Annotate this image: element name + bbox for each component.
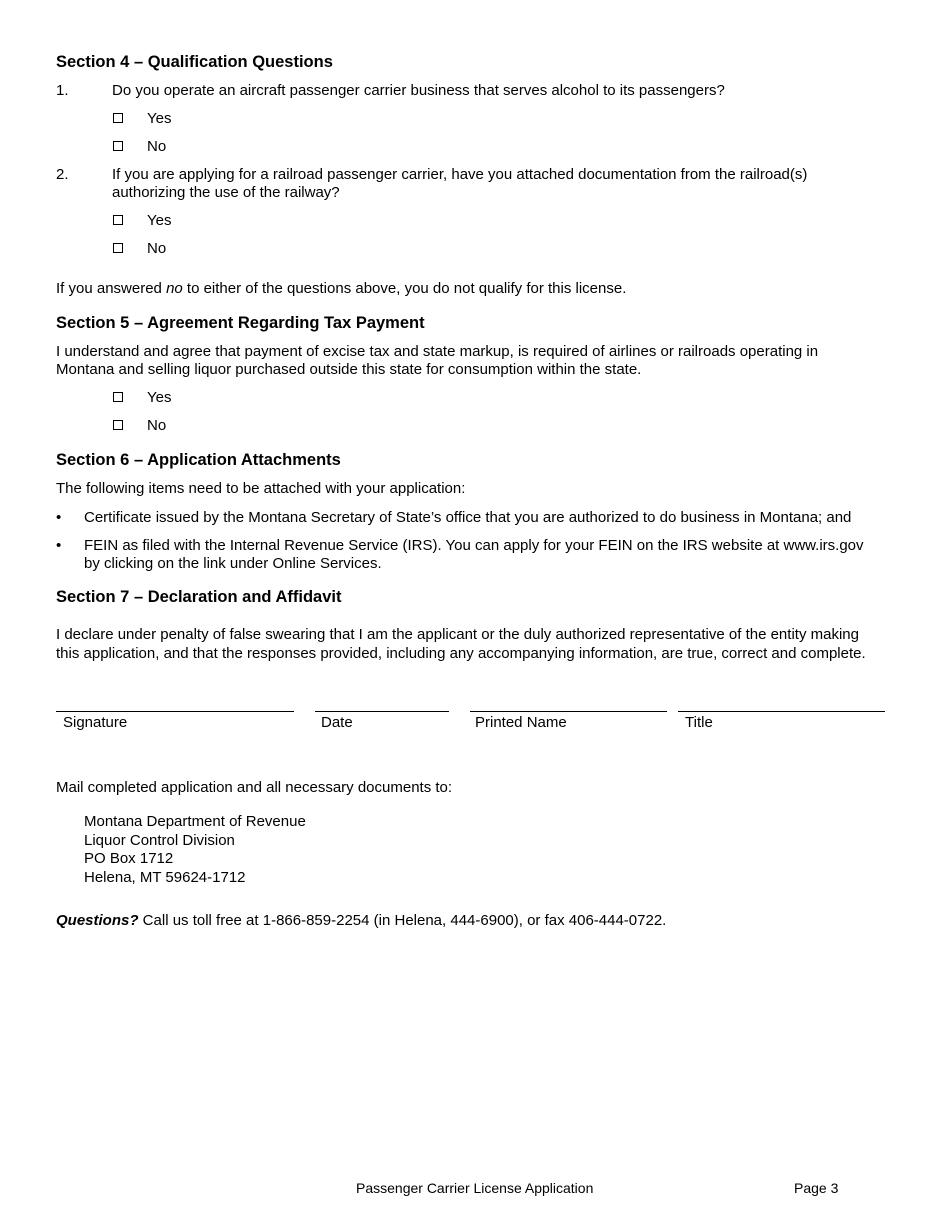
note-text-post: to either of the questions above, you do not qualify for this license. [182,280,627,297]
signature-line[interactable] [56,711,294,712]
printed-name-line[interactable] [470,711,667,712]
q1-number: 1. [56,82,69,99]
attachment-item-2-line1: FEIN as filed with the Internal Revenue Service (IRS). You can apply for your FEIN on the IRS website at www.irs.gov [84,537,864,554]
note-emphasis: no [166,280,183,297]
q1-no-label: No [147,138,167,155]
q2-number: 2. [56,166,69,183]
q2-no-label: No [147,240,167,257]
address-line-4: Helena, MT 59624-1712 [84,869,246,886]
date-line[interactable] [315,711,449,712]
address-line-2: Liquor Control Division [84,832,235,849]
q2-text-line1: If you are applying for a railroad passenger carrier, have you attached documentation from the railroad(s) [112,166,808,183]
s5-yes-checkbox[interactable] [113,392,123,402]
section7-title: Section 7 – Declaration and Affidavit [56,588,342,606]
s5-no-checkbox[interactable] [113,420,123,430]
questions-label: Questions? [56,912,139,929]
q2-yes-label: Yes [147,212,172,229]
attachment-item-2-line2: by clicking on the link under Online Services. [84,555,382,572]
attachment-item-1: Certificate issued by the Montana Secretary of State’s office that you are authorized to do business in Montana; and [84,509,852,526]
footer-title: Passenger Carrier License Application [356,1180,594,1196]
q1-text: Do you operate an aircraft passenger carrier business that serves alcohol to its passengers? [112,82,725,99]
section4-note [56,280,626,298]
note-text-pre: If you answered [56,280,167,297]
section7-text-line2: this application, and that the responses provided, including any accompanying information, are true, correct and complete. [56,645,866,662]
address-line-3: PO Box 1712 [84,850,174,867]
section5-text-line2: Montana and selling liquor purchased outside this state for consumption within the state. [56,361,642,378]
address-line-1: Montana Department of Revenue [84,813,306,830]
section6-title: Section 6 – Application Attachments [56,451,341,469]
bullet-2: • [56,537,62,554]
section5-title: Section 5 – Agreement Regarding Tax Payment [56,314,425,332]
s5-yes-label: Yes [147,389,172,406]
q2-yes-checkbox[interactable] [113,215,123,225]
q1-yes-checkbox[interactable] [113,113,123,123]
footer-page-number: Page 3 [794,1180,839,1196]
section5-text-line1: I understand and agree that payment of excise tax and state markup, is required of airlines or railroads operating in [56,343,819,360]
s5-no-label: No [147,417,167,434]
date-label: Date [321,714,353,731]
q1-yes-label: Yes [147,110,172,127]
title-label: Title [685,714,713,731]
mail-intro: Mail completed application and all necessary documents to: [56,779,453,796]
questions-contact [56,912,666,930]
q1-no-checkbox[interactable] [113,141,123,151]
section6-intro: The following items need to be attached with your application: [56,480,466,497]
questions-text: Call us toll free at 1-866-859-2254 (in Helena, 444-6900), or fax 406-444-0722. [138,912,667,929]
section4-title: Section 4 – Qualification Questions [56,53,333,71]
printed-name-label: Printed Name [475,714,567,731]
signature-label: Signature [63,714,128,731]
title-line[interactable] [678,711,885,712]
q2-text-line2: authorizing the use of the railway? [112,184,340,201]
bullet-1: • [56,509,62,526]
section7-text-line1: I declare under penalty of false swearing that I am the applicant or the duly authorized representative of the entity making [56,626,859,643]
q2-no-checkbox[interactable] [113,243,123,253]
